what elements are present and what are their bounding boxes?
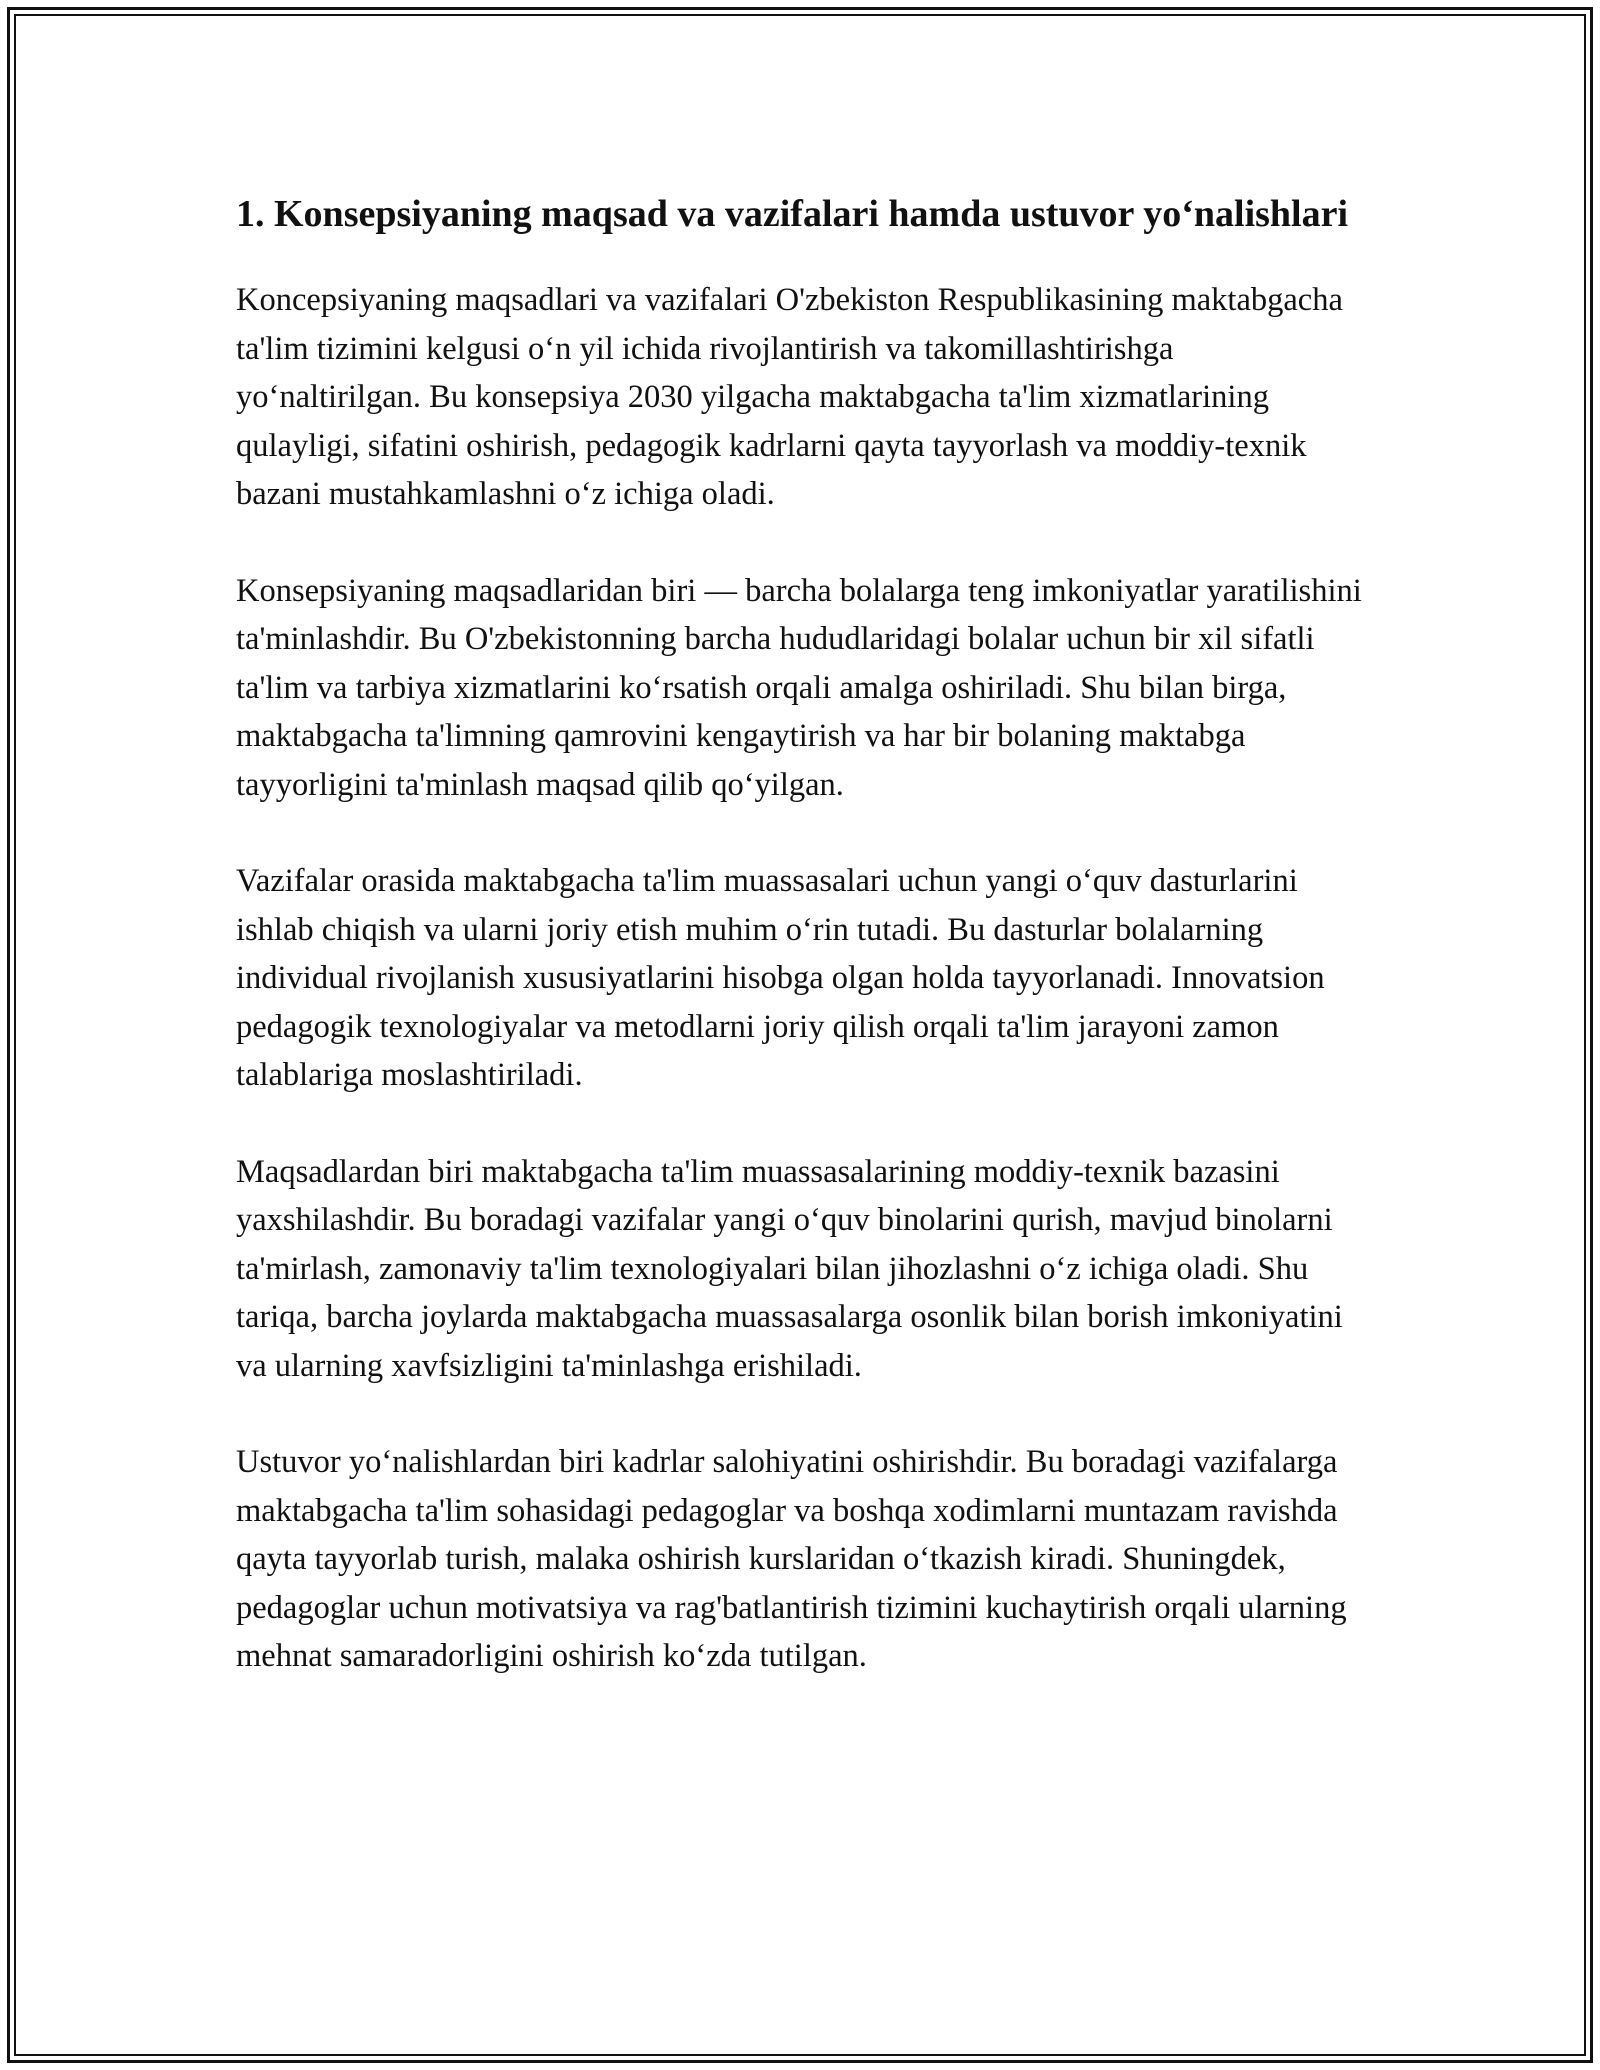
document-body bbox=[236, 186, 1366, 1729]
paragraph-2: Konsepsiyaning maqsadlaridan biri — barcha bolalarga teng imkoniyatlar yaratilishini ta'minlashdir. Bu O'zbekistonning barcha hududlaridagi bolalar uchun bir xil sifatli ta'lim va tarbiya xizmatlarini ko‘rsatish orqali amalga oshiriladi. Shu bilan birga, maktabgacha ta'limning qamrovini kengaytirish va har bir bolaning maktabga tayyorligini ta'minlash maqsad qilib qo‘yilgan. bbox=[236, 572, 1362, 803]
paragraph-1: Koncepsiyaning maqsadlari va vazifalari O'zbekiston Respublikasining maktabgacha ta'lim tizimini kelgusi o‘n yil ichida rivojlantirish va takomillashtirishga yo‘naltirilgan. Bu konsepsiya 2030 yilgacha maktabgacha ta'lim xizmatlarining qulayligi, sifatini oshirish, pedagogik kadrlarni qayta tayyorlash va moddiy-texnik bazani mustahkamlashni o‘z ichiga oladi. bbox=[236, 282, 1343, 512]
section-heading: 1. Konsepsiyaning maqsad va vazifalari hamda ustuvor yo‘nalishlari bbox=[236, 193, 1349, 235]
paragraph-3: Vazifalar orasida maktabgacha ta'lim muassasalari uchun yangi o‘quv dasturlarini ishlab chiqish va ularni joriy etish muhim o‘rin tutadi. Bu dasturlar bolalarning individual rivojlanish xususiyatlarini hisobga olgan holda tayyorlanadi. Innovatsion pedagogik texnologiyalar va metodlarni joriy qilish orqali ta'lim jarayoni zamon talablariga moslashtiriladi. bbox=[236, 863, 1325, 1093]
paragraph-5: Ustuvor yo‘nalishlardan biri kadrlar salohiyatini oshirishdir. Bu boradagi vazifalarga maktabgacha ta'lim sohasidagi pedagoglar va boshqa xodimlarni muntazam ravishda qayta tayyorlab turish, malaka oshirish kurslaridan o‘tkazish kiradi. Shuningdek, pedagoglar uchun motivatsiya va rag'batlantirish tizimini kuchaytirish orqali ularning mehnat samaradorligini oshirish ko‘zda tutilgan. bbox=[236, 1444, 1347, 1674]
paragraph-4: Maqsadlardan biri maktabgacha ta'lim muassasalarining moddiy-texnik bazasini yaxshilashdir. Bu boradagi vazifalar yangi o‘quv binolarini qurish, mavjud binolarni ta'mirlash, zamonaviy ta'lim texnologiyalari bilan jihozlashni o‘z ichiga oladi. Shu tariqa, barcha joylarda maktabgacha muassasalarga osonlik bilan borish imkoniyatini va ularning xavfsizligini ta'minlashga erishiladi. bbox=[236, 1153, 1343, 1384]
